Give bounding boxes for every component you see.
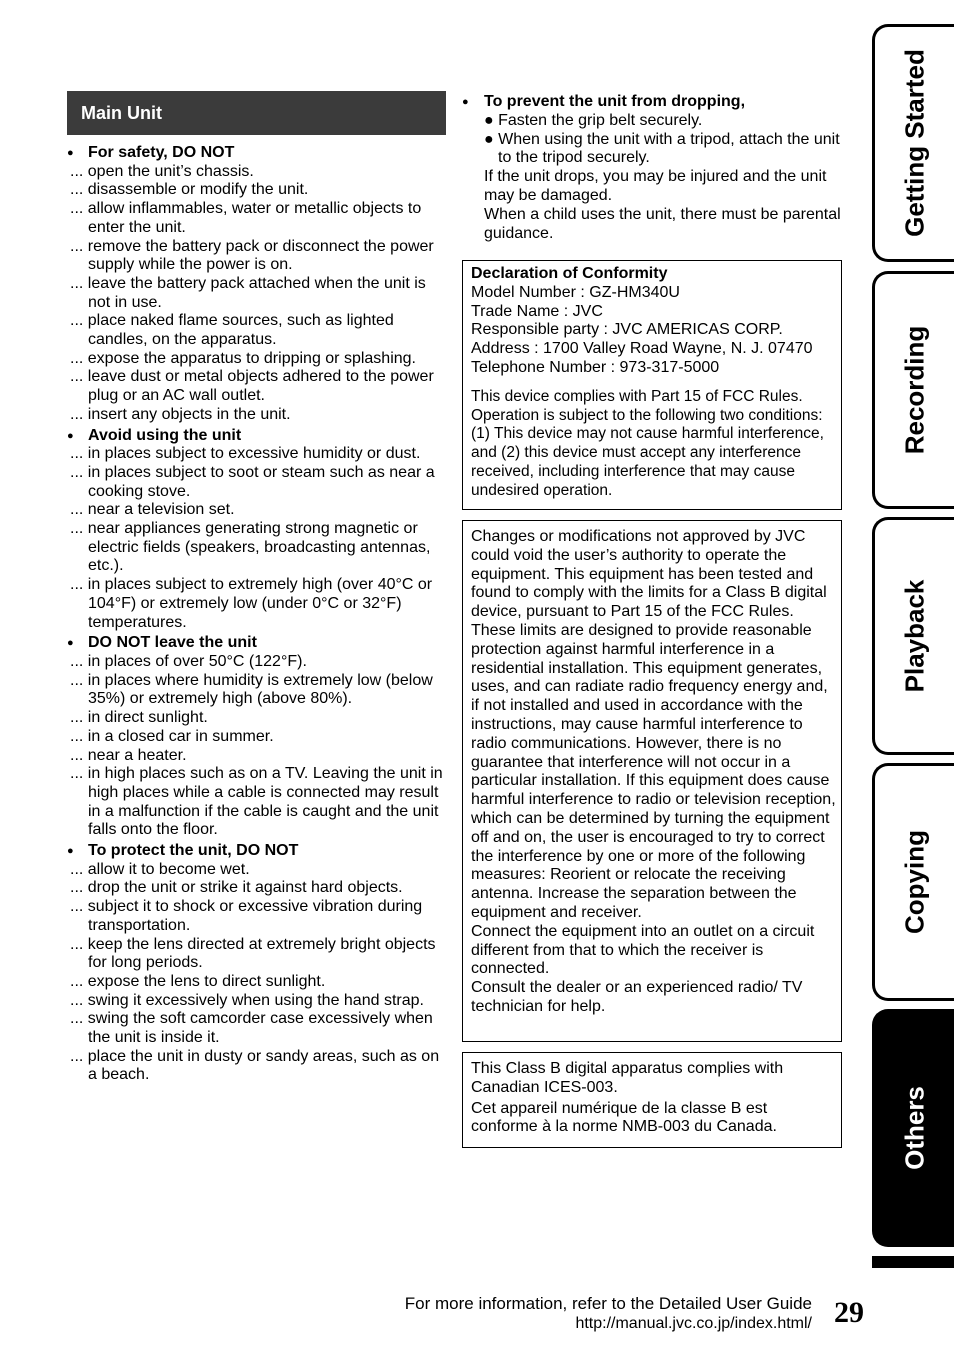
footer xyxy=(405,1294,812,1334)
caution-item: ... allow it to become wet. xyxy=(70,860,250,878)
caution-group xyxy=(67,144,452,425)
declaration-line: Responsible party : JVC AMERICAS CORP. xyxy=(471,321,783,339)
caution-item: ... place the unit in dusty or sandy areas, such as on a beach. xyxy=(70,1047,440,1084)
caution-item: ... keep the lens directed at extremely bright objects for long periods. xyxy=(70,935,436,972)
caution-item: ... disassemble or modify the unit. xyxy=(70,181,309,199)
caution-item: ... subject it to shock or excessive vibration during transportation. xyxy=(70,898,423,934)
caution-item: ... expose the lens to direct sunlight. xyxy=(70,972,326,990)
caution-item: ... near appliances generating strong magnetic or electric fields (speakers, broadcasting antennas, etc.). xyxy=(70,520,431,575)
caution-item: ... in places where humidity is extremely low (below 35%) or extremely high (above 80%). xyxy=(70,671,433,708)
tab-others[interactable] xyxy=(872,1009,954,1247)
caution-group-title: ● To protect the unit, DO NOT xyxy=(67,842,452,861)
caution-item: ... in a closed car in summer. xyxy=(70,727,274,745)
declaration-line: Model Number : GZ-HM340U xyxy=(471,283,680,301)
tab-label: Copying xyxy=(899,830,929,934)
page-number: 29 xyxy=(834,1296,864,1329)
declaration-line: Telephone Number : 973-317-5000 xyxy=(471,358,720,376)
tab-recording[interactable] xyxy=(872,271,954,509)
main-unit-list xyxy=(67,144,452,1085)
fcc-changes-paragraph: Connect the equipment into an outlet on a circuit different from that to which the receiver is connected. xyxy=(471,922,815,978)
caution-item: ... in direct sunlight. xyxy=(70,709,208,727)
caution-group-title: ● DO NOT leave the unit xyxy=(67,634,452,653)
caution-item: ... leave dust or metal objects adhered to the power plug or an AC wall outlet. xyxy=(70,368,434,405)
tab-label: Others xyxy=(899,1086,929,1170)
caution-item: ... insert any objects in the unit. xyxy=(70,405,291,423)
prevent-drop-title: ● To prevent the unit from dropping, xyxy=(462,93,842,112)
canada-french-text: Cet appareil numérique de la classe B est conforme à la norme NMB-003 du Canada. xyxy=(471,1099,777,1136)
caution-item: ... allow inflammables, water or metallic objects to enter the unit. xyxy=(70,200,422,236)
caution-item: ... swing it excessively when using the hand strap. xyxy=(70,991,424,1009)
fcc-changes-paragraph: Changes or modifications not approved by JVC could void the user’s authority to operate the equipment. This equipment has been tested and found to comply with the limits for a Class B digital device, pursuant to Part 15 of the FCC Rules. These limits are designed to provide reasonable protection against harmful interference in a residential installation. This equipment generates, uses, and can radiate radio frequency energy and, if not installed and used in accordance with the instructions, may cause harmful interference to radio communications. However, there is no guarantee that interference will not occur in a particular installation. If this equipment does cause harmful interference to radio or television reception, which can be determined by turning the equipment off and on, the user is encouraged to try to correct the interference by one or more of the following measures: Reorient or relocate the receiving antenna. Increase the separation between the equipment and receiver. xyxy=(471,528,836,921)
caution-item: ... in places subject to excessive humidity or dust. xyxy=(70,445,421,463)
tab-label: Playback xyxy=(899,579,929,693)
tab-bottom-bar xyxy=(872,1256,954,1268)
tab-getting-started[interactable] xyxy=(872,24,954,262)
fcc-compliance-text: This device complies with Part 15 of FCC Rules. Operation is subject to the following two conditions: (1) This device may not cause harmful interference, and (2) this device must accept any interference received, including interference that may cause undesired operation. xyxy=(471,387,824,499)
section-header: Main Unit xyxy=(67,91,446,135)
caution-item: ... open the unit’s chassis. xyxy=(70,162,254,180)
declaration-line: Address : 1700 Valley Road Wayne, N. J. 07470 xyxy=(471,340,813,358)
declaration-box xyxy=(462,260,842,510)
caution-item: ... in places subject to extremely high (over 40°C or 104°F) or extremely low (under 0°C or 32°F) temperatures. xyxy=(70,576,433,631)
caution-item: ... expose the apparatus to dripping or splashing. xyxy=(70,349,416,367)
caution-item: ... drop the unit or strike it against hard objects. xyxy=(70,879,403,897)
declaration-title: Declaration of Conformity xyxy=(471,265,668,282)
caution-item: ... leave the battery pack attached when the unit is not in use. xyxy=(70,274,426,311)
caution-item: ... swing the soft camcorder case excessively when the unit is inside it. xyxy=(70,1010,433,1047)
caution-group-title: ● For safety, DO NOT xyxy=(67,144,452,163)
canada-compliance-box xyxy=(462,1052,842,1148)
caution-group xyxy=(67,634,452,840)
tab-copying[interactable] xyxy=(872,763,954,1001)
tab-playback[interactable] xyxy=(872,517,954,755)
fcc-changes-paragraph: Consult the dealer or an experienced radio/ TV technician for help. xyxy=(471,979,803,1015)
prevent-drop-item: ● When using the unit with a tripod, attach the unit to the tripod securely. xyxy=(484,130,840,167)
caution-item: ... near a heater. xyxy=(70,746,187,764)
prevent-drop-paragraph: When a child uses the unit, there must be parental guidance. xyxy=(484,205,841,242)
prevent-drop-item: ● Fasten the grip belt securely. xyxy=(484,111,703,129)
caution-group xyxy=(67,427,452,633)
tab-label: Recording xyxy=(899,325,929,455)
canada-english-text: This Class B digital apparatus complies with Canadian ICES-003. xyxy=(471,1060,784,1096)
prevent-drop-paragraph: If the unit drops, you may be injured and the unit may be damaged. xyxy=(484,168,827,204)
declaration-line: Trade Name : JVC xyxy=(471,302,603,320)
footer-guide-text: For more information, refer to the Detailed User Guide xyxy=(404,1294,812,1313)
tab-label: Getting Started xyxy=(899,49,929,237)
main-unit-section xyxy=(67,91,452,1087)
caution-item: ... in places of over 50°C (122°F). xyxy=(70,652,307,670)
caution-group xyxy=(67,842,452,1085)
caution-item: ... place naked flame sources, such as lighted candles, on the apparatus. xyxy=(70,312,394,349)
footer-url[interactable]: http://manual.jvc.co.jp/index.html/ xyxy=(575,1315,812,1332)
caution-group-title: ● Avoid using the unit xyxy=(67,427,452,446)
caution-item: ... in high places such as on a TV. Leaving the unit in high places while a cable is connected may result in a malfunction if the cable is caught and the unit falls onto the floor. xyxy=(70,765,443,839)
caution-item: ... in places subject to soot or steam such as near a cooking stove. xyxy=(70,463,435,500)
fcc-changes-box xyxy=(462,520,842,1042)
prevent-drop-section xyxy=(462,93,842,243)
caution-item: ... remove the battery pack or disconnect the power supply while the power is on. xyxy=(70,237,434,274)
caution-item: ... near a television set. xyxy=(70,501,235,519)
